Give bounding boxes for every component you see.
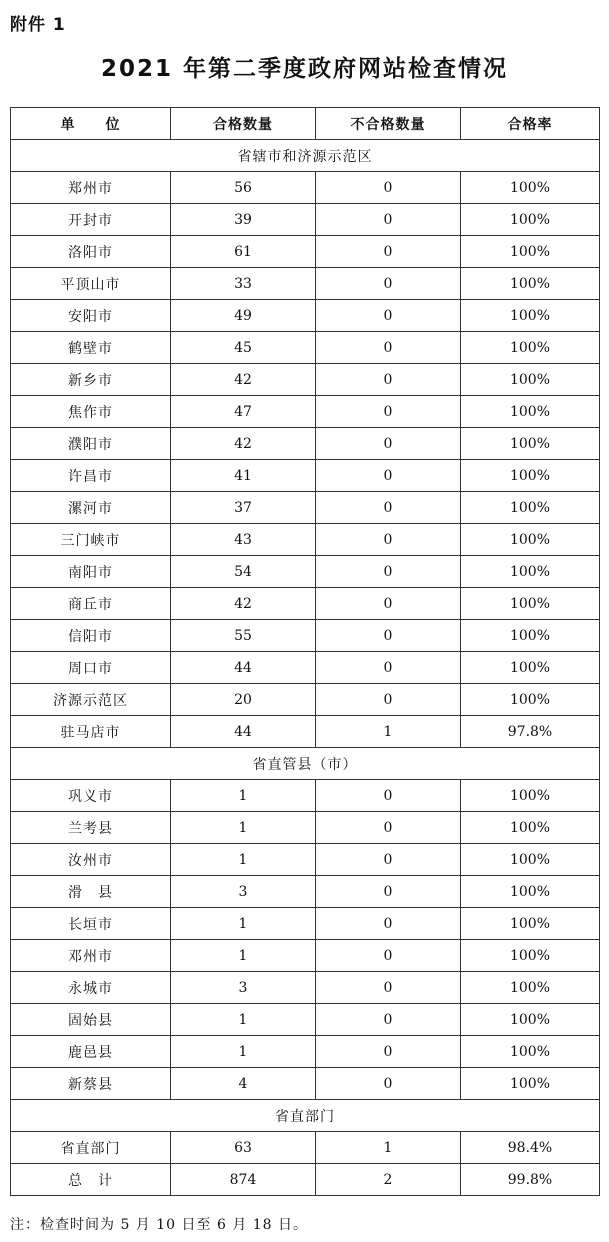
unit-cell: 邓州市 <box>11 940 171 972</box>
qualified-count-cell: 55 <box>171 620 316 652</box>
table-row <box>11 908 600 940</box>
qualified-rate-cell: 100% <box>461 236 600 268</box>
total-qualified-count-cell: 874 <box>171 1164 316 1196</box>
table-row <box>11 1068 600 1100</box>
unit-cell: 鹤壁市 <box>11 332 171 364</box>
table-row <box>11 1004 600 1036</box>
section-title: 省辖市和济源示范区 <box>11 140 600 172</box>
qualified-rate-cell: 100% <box>461 684 600 716</box>
section-title: 省直部门 <box>11 1100 600 1132</box>
qualified-rate-cell: 100% <box>461 844 600 876</box>
table-row <box>11 300 600 332</box>
qualified-rate-cell: 100% <box>461 652 600 684</box>
unqualified-count-cell: 0 <box>316 1036 461 1068</box>
qualified-count-cell: 47 <box>171 396 316 428</box>
unit-cell: 滑 县 <box>11 876 171 908</box>
unqualified-count-cell: 0 <box>316 172 461 204</box>
qualified-count-cell: 3 <box>171 972 316 1004</box>
unit-cell: 永城市 <box>11 972 171 1004</box>
qualified-count-cell: 1 <box>171 780 316 812</box>
table-row <box>11 588 600 620</box>
table-header-row <box>11 108 600 140</box>
table-row <box>11 460 600 492</box>
table-row <box>11 844 600 876</box>
unit-cell: 焦作市 <box>11 396 171 428</box>
qualified-count-cell: 20 <box>171 684 316 716</box>
unqualified-count-cell: 0 <box>316 620 461 652</box>
qualified-rate-cell: 100% <box>461 972 600 1004</box>
table-row <box>11 652 600 684</box>
unqualified-count-cell: 0 <box>316 1068 461 1100</box>
qualified-rate-cell: 100% <box>461 1004 600 1036</box>
table-row <box>11 1132 600 1164</box>
unqualified-count-cell: 0 <box>316 364 461 396</box>
qualified-count-cell: 42 <box>171 588 316 620</box>
unqualified-count-cell: 0 <box>316 524 461 556</box>
unqualified-count-cell: 0 <box>316 204 461 236</box>
qualified-rate-cell: 100% <box>461 524 600 556</box>
unit-cell: 固始县 <box>11 1004 171 1036</box>
annex-label: 附件 1 <box>10 15 66 35</box>
table-row <box>11 332 600 364</box>
total-unit-cell: 总 计 <box>11 1164 171 1196</box>
qualified-rate-cell: 100% <box>461 428 600 460</box>
qualified-count-cell: 33 <box>171 268 316 300</box>
qualified-rate-cell: 100% <box>461 780 600 812</box>
qualified-count-cell: 56 <box>171 172 316 204</box>
qualified-count-cell: 44 <box>171 716 316 748</box>
qualified-count-cell: 44 <box>171 652 316 684</box>
unqualified-count-cell: 0 <box>316 460 461 492</box>
unqualified-count-cell: 0 <box>316 588 461 620</box>
header-qualified-rate: 合格率 <box>461 108 600 140</box>
unit-cell: 郑州市 <box>11 172 171 204</box>
qualified-count-cell: 45 <box>171 332 316 364</box>
qualified-rate-cell: 100% <box>461 908 600 940</box>
unit-cell: 新蔡县 <box>11 1068 171 1100</box>
header-unqualified-count: 不合格数量 <box>316 108 461 140</box>
unit-cell: 信阳市 <box>11 620 171 652</box>
table-row <box>11 1036 600 1068</box>
qualified-count-cell: 37 <box>171 492 316 524</box>
unqualified-count-cell: 0 <box>316 908 461 940</box>
unqualified-count-cell: 1 <box>316 716 461 748</box>
qualified-rate-cell: 100% <box>461 1036 600 1068</box>
unit-cell: 南阳市 <box>11 556 171 588</box>
unit-cell: 巩义市 <box>11 780 171 812</box>
qualified-count-cell: 43 <box>171 524 316 556</box>
qualified-count-cell: 54 <box>171 556 316 588</box>
table-row <box>11 236 600 268</box>
total-qualified-rate-cell: 99.8% <box>461 1164 600 1196</box>
unit-cell: 驻马店市 <box>11 716 171 748</box>
table-row <box>11 524 600 556</box>
qualified-count-cell: 1 <box>171 1004 316 1036</box>
unqualified-count-cell: 0 <box>316 940 461 972</box>
qualified-count-cell: 1 <box>171 812 316 844</box>
qualified-rate-cell: 100% <box>461 300 600 332</box>
qualified-count-cell: 42 <box>171 428 316 460</box>
unqualified-count-cell: 0 <box>316 844 461 876</box>
qualified-count-cell: 1 <box>171 844 316 876</box>
unit-cell: 开封市 <box>11 204 171 236</box>
table-row <box>11 780 600 812</box>
qualified-count-cell: 1 <box>171 940 316 972</box>
qualified-rate-cell: 100% <box>461 364 600 396</box>
unqualified-count-cell: 0 <box>316 428 461 460</box>
qualified-count-cell: 61 <box>171 236 316 268</box>
qualified-rate-cell: 98.4% <box>461 1132 600 1164</box>
unit-cell: 洛阳市 <box>11 236 171 268</box>
qualified-rate-cell: 100% <box>461 204 600 236</box>
table-row <box>11 428 600 460</box>
qualified-rate-cell: 100% <box>461 556 600 588</box>
table-row <box>11 876 600 908</box>
unit-cell: 兰考县 <box>11 812 171 844</box>
unit-cell: 鹿邑县 <box>11 1036 171 1068</box>
unqualified-count-cell: 0 <box>316 972 461 1004</box>
unit-cell: 汝州市 <box>11 844 171 876</box>
unqualified-count-cell: 0 <box>316 556 461 588</box>
qualified-count-cell: 63 <box>171 1132 316 1164</box>
table-row <box>11 172 600 204</box>
inspection-table <box>10 107 600 1196</box>
qualified-count-cell: 4 <box>171 1068 316 1100</box>
header-qualified-count: 合格数量 <box>171 108 316 140</box>
table-row <box>11 812 600 844</box>
unqualified-count-cell: 0 <box>316 396 461 428</box>
table-row <box>11 364 600 396</box>
unit-cell: 新乡市 <box>11 364 171 396</box>
section-header-row <box>11 1100 600 1132</box>
qualified-rate-cell: 100% <box>461 876 600 908</box>
unqualified-count-cell: 0 <box>316 876 461 908</box>
unqualified-count-cell: 0 <box>316 332 461 364</box>
table-row <box>11 396 600 428</box>
qualified-count-cell: 1 <box>171 908 316 940</box>
unit-cell: 许昌市 <box>11 460 171 492</box>
unqualified-count-cell: 0 <box>316 652 461 684</box>
qualified-count-cell: 42 <box>171 364 316 396</box>
unqualified-count-cell: 0 <box>316 780 461 812</box>
qualified-count-cell: 3 <box>171 876 316 908</box>
qualified-rate-cell: 100% <box>461 268 600 300</box>
qualified-rate-cell: 100% <box>461 620 600 652</box>
qualified-rate-cell: 100% <box>461 460 600 492</box>
unit-cell: 商丘市 <box>11 588 171 620</box>
unqualified-count-cell: 0 <box>316 812 461 844</box>
unit-cell: 省直部门 <box>11 1132 171 1164</box>
section-header-row <box>11 748 600 780</box>
unqualified-count-cell: 0 <box>316 1004 461 1036</box>
qualified-rate-cell: 100% <box>461 172 600 204</box>
total-unqualified-count-cell: 2 <box>316 1164 461 1196</box>
table-row <box>11 716 600 748</box>
unit-cell: 漯河市 <box>11 492 171 524</box>
unit-cell: 济源示范区 <box>11 684 171 716</box>
unit-cell: 平顶山市 <box>11 268 171 300</box>
qualified-rate-cell: 100% <box>461 492 600 524</box>
footnote: 注：检查时间为 5 月 10 日至 6 月 18 日。 <box>10 1217 309 1233</box>
qualified-count-cell: 49 <box>171 300 316 332</box>
unqualified-count-cell: 1 <box>316 1132 461 1164</box>
table-row <box>11 940 600 972</box>
table-row <box>11 268 600 300</box>
unqualified-count-cell: 0 <box>316 492 461 524</box>
table-row <box>11 204 600 236</box>
qualified-count-cell: 41 <box>171 460 316 492</box>
table-row <box>11 684 600 716</box>
qualified-rate-cell: 100% <box>461 812 600 844</box>
section-title: 省直管县（市） <box>11 748 600 780</box>
unit-cell: 长垣市 <box>11 908 171 940</box>
qualified-rate-cell: 100% <box>461 588 600 620</box>
unqualified-count-cell: 0 <box>316 684 461 716</box>
unit-cell: 濮阳市 <box>11 428 171 460</box>
unqualified-count-cell: 0 <box>316 268 461 300</box>
table-body <box>11 140 600 1196</box>
unit-cell: 周口市 <box>11 652 171 684</box>
table-row <box>11 492 600 524</box>
qualified-rate-cell: 97.8% <box>461 716 600 748</box>
qualified-rate-cell: 100% <box>461 332 600 364</box>
header-unit: 单 位 <box>11 108 171 140</box>
unit-cell: 安阳市 <box>11 300 171 332</box>
table-row <box>11 972 600 1004</box>
qualified-count-cell: 1 <box>171 1036 316 1068</box>
document-title: 2021 年第二季度政府网站检查情况 <box>100 56 509 82</box>
unqualified-count-cell: 0 <box>316 300 461 332</box>
table-row <box>11 556 600 588</box>
qualified-rate-cell: 100% <box>461 1068 600 1100</box>
unqualified-count-cell: 0 <box>316 236 461 268</box>
qualified-rate-cell: 100% <box>461 940 600 972</box>
total-row <box>11 1164 600 1196</box>
table-row <box>11 620 600 652</box>
qualified-count-cell: 39 <box>171 204 316 236</box>
qualified-rate-cell: 100% <box>461 396 600 428</box>
section-header-row <box>11 140 600 172</box>
unit-cell: 三门峡市 <box>11 524 171 556</box>
